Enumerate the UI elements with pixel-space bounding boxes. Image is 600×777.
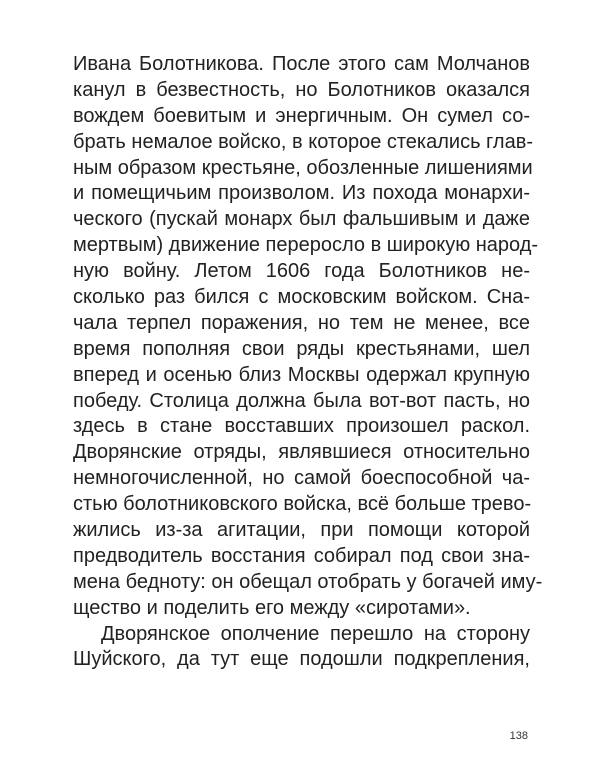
- text-line: мена бедноту: он обещал отобрать у богачей иму-: [73, 570, 543, 593]
- text-line: брать немалое войско, в которое стекались глав-: [73, 130, 533, 153]
- text-line: ную войну. Летом 1606 года Болотников не-: [73, 260, 530, 283]
- text-line: немногочисленной, но самой боеспособной ча-: [73, 467, 530, 490]
- text-line: жились из-за агитации, при помощи которой: [73, 519, 530, 542]
- text-line: стью болотниковского войска, всё больше трево-: [73, 493, 532, 516]
- text-line: предводитель восстания собирал под свои зна-: [73, 544, 530, 567]
- text-line: щество и поделить его между «сиротами».: [73, 596, 471, 619]
- text-line: здесь в стане восставших произошел раскол.: [73, 415, 530, 438]
- text-line: мертвым) движение переросло в широкую народ-: [73, 234, 539, 257]
- text-line: сколько раз бился с московским войском. Сна-: [73, 286, 530, 309]
- text-line: ным образом крестьяне, обозленные лишениями: [73, 156, 533, 179]
- body-text: [73, 52, 543, 673]
- text-line: Дворянское ополчение перешло на сторону: [101, 622, 530, 645]
- paragraph-1: [73, 52, 543, 622]
- text-line: время пополняя свои ряды крестьянами, шел: [73, 337, 530, 360]
- text-line: Ивана Болотникова. После этого сам Молчанов: [73, 53, 530, 75]
- text-line: Шуйского, да тут еще подошли подкрепления,: [73, 648, 530, 671]
- text-line: вперед и осенью близ Москвы одержал крупную: [73, 363, 530, 386]
- text-line: вождем боевитым и энергичным. Он сумел со-: [73, 104, 530, 127]
- text-line: ческого (пускай монарх был фальшивым и даже: [73, 208, 530, 231]
- text-line: чала терпел поражения, но тем не менее, все: [73, 311, 530, 334]
- text-line: и помещичьим произволом. Из похода монархи-: [73, 182, 530, 205]
- text-line: канул в безвестность, но Болотников оказался: [73, 78, 530, 101]
- page-number: 138: [509, 730, 528, 742]
- text-line: Дворянские отряды, являвшиеся относительно: [73, 441, 530, 464]
- paragraph-2: [73, 622, 530, 674]
- text-line: победу. Столица должна была вот-вот пасть, но: [73, 389, 530, 412]
